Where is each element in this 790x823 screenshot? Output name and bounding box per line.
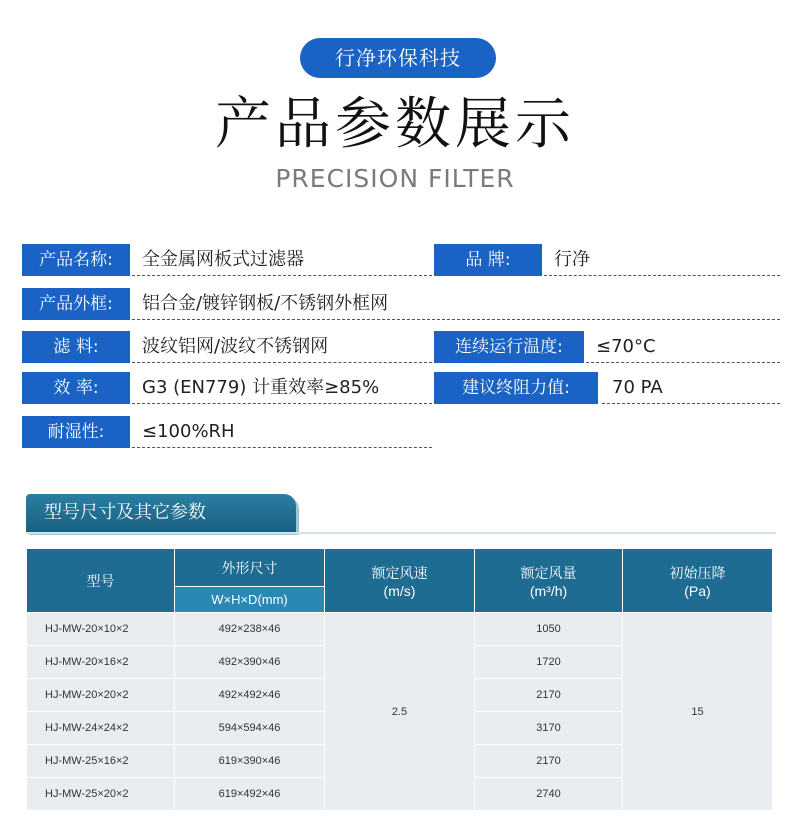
cell-airflow: 1050 — [475, 613, 623, 646]
spec-value-name: 全金属网板式过滤器 — [132, 244, 432, 276]
cell-size: 619×492×46 — [175, 778, 325, 811]
spec-value-temp: ≤70°C — [586, 331, 780, 363]
spec-row-media — [0, 331, 790, 365]
cell-model: HJ-MW-25×16×2 — [27, 745, 175, 778]
section-title: 型号尺寸及其它参数 — [26, 494, 296, 532]
column-header-model: 型号 — [27, 549, 175, 613]
column-header-size: 外形尺寸 — [175, 549, 325, 587]
spec-label-humidity: 耐湿性: — [22, 416, 130, 448]
cell-velocity: 2.5 — [325, 613, 475, 811]
spec-label-temp: 连续运行温度: — [434, 331, 584, 363]
spec-label-brand: 品 牌: — [434, 244, 542, 276]
airflow-header-label: 额定风量 — [520, 564, 577, 581]
spec-value-resistance: 70 PA — [602, 372, 780, 404]
spec-value-efficiency: G3 (EN779) 计重效率≥85% — [132, 372, 432, 404]
spec-label-efficiency: 效 率: — [22, 372, 130, 404]
pressure-header-label: 初始压降 — [669, 564, 726, 581]
parameters-table — [26, 548, 773, 811]
column-header-size-unit: W×H×D(mm) — [175, 587, 325, 613]
spec-label-media: 滤 料: — [22, 331, 130, 363]
velocity-header-unit: (m/s) — [383, 582, 416, 599]
cell-airflow: 2170 — [475, 679, 623, 712]
cell-pressure: 15 — [623, 613, 773, 811]
section-divider — [26, 532, 776, 534]
page-title: 产品参数展示 — [215, 92, 575, 157]
brand-badge: 行净环保科技 — [300, 38, 496, 78]
spec-row-efficiency — [0, 372, 790, 406]
cell-size: 594×594×46 — [175, 712, 325, 745]
column-header-airflow — [475, 549, 623, 613]
page-subtitle: PRECISION FILTER — [275, 164, 515, 193]
cell-airflow: 2170 — [475, 745, 623, 778]
spec-label-name: 产品名称: — [22, 244, 130, 276]
cell-model: HJ-MW-25×20×2 — [27, 778, 175, 811]
spec-value-brand: 行净 — [544, 244, 780, 276]
cell-size: 492×390×46 — [175, 646, 325, 679]
pressure-header-unit: (Pa) — [684, 582, 711, 599]
spec-row-name — [0, 244, 790, 278]
velocity-header-label: 额定风速 — [371, 564, 428, 581]
spec-label-resistance: 建议终阻力值: — [434, 372, 598, 404]
cell-airflow: 3170 — [475, 712, 623, 745]
table-row — [27, 613, 773, 646]
spec-row-humidity — [0, 416, 790, 450]
cell-model: HJ-MW-20×16×2 — [27, 646, 175, 679]
cell-size: 619×390×46 — [175, 745, 325, 778]
cell-size: 492×238×46 — [175, 613, 325, 646]
column-header-pressure — [623, 549, 773, 613]
cell-airflow: 1720 — [475, 646, 623, 679]
cell-model: HJ-MW-20×10×2 — [27, 613, 175, 646]
cell-size: 492×492×46 — [175, 679, 325, 712]
spec-value-media: 波纹铝网/波纹不锈钢网 — [132, 331, 432, 363]
spec-label-frame: 产品外框: — [22, 288, 130, 320]
spec-row-frame — [0, 288, 790, 322]
column-header-velocity — [325, 549, 475, 613]
cell-model: HJ-MW-24×24×2 — [27, 712, 175, 745]
spec-value-frame: 铝合金/镀锌钢板/不锈钢外框网 — [132, 288, 780, 320]
cell-airflow: 2740 — [475, 778, 623, 811]
spec-value-humidity: ≤100%RH — [132, 416, 432, 448]
cell-model: HJ-MW-20×20×2 — [27, 679, 175, 712]
airflow-header-unit: (m³/h) — [529, 582, 568, 599]
